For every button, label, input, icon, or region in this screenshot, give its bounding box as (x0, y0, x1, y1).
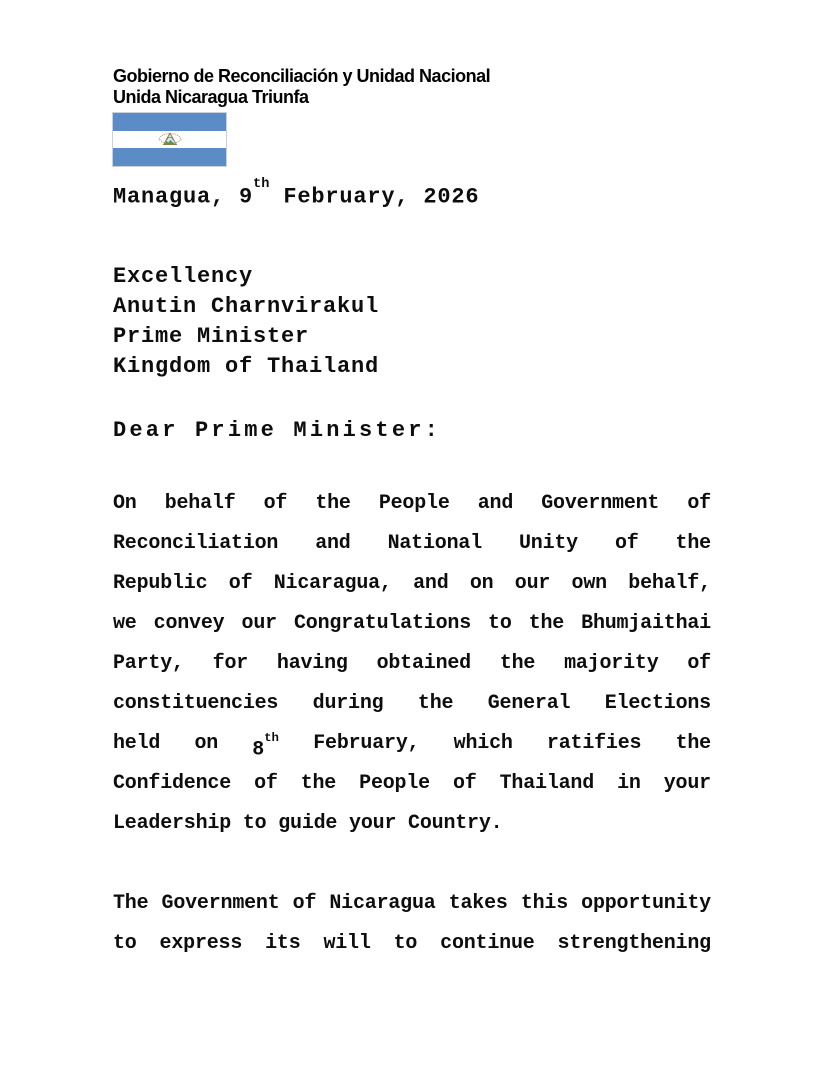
body-word: the (499, 652, 536, 675)
body-word: majority (564, 652, 659, 675)
recipient-block (113, 262, 379, 382)
body-word: convey (153, 612, 225, 635)
body-line (113, 524, 711, 564)
body-line (113, 564, 711, 604)
body-paragraph (113, 484, 711, 844)
body-word: of (292, 892, 317, 915)
recipient-country: Kingdom of Thailand (113, 354, 380, 379)
body-word: of (687, 652, 711, 675)
body-line (113, 724, 711, 764)
body-word: its (265, 932, 301, 955)
body-word: to (393, 932, 418, 955)
flag-stripe-top (113, 113, 226, 131)
body-word: continue (440, 932, 535, 955)
body-word: this (520, 892, 569, 915)
letter-body (113, 484, 711, 964)
body-word: General (487, 692, 571, 715)
body-word: which (453, 732, 513, 755)
body-word: constituencies (113, 692, 279, 715)
letterhead (113, 66, 490, 108)
date-line: Managua, 9th February, 2026 (113, 177, 480, 210)
body-word: obtained (376, 652, 471, 675)
body-line (113, 924, 711, 964)
body-word: Confidence (113, 772, 232, 795)
body-word: and (315, 532, 351, 555)
body-word: the (675, 532, 711, 555)
body-word: to (113, 932, 137, 955)
body-word: having (276, 652, 348, 675)
body-word: The (113, 892, 149, 915)
body-line (113, 764, 711, 804)
body-word: 8th (252, 731, 279, 762)
body-word: and (413, 572, 449, 595)
body-word: behalf (164, 492, 236, 515)
body-word: February, (313, 732, 420, 755)
nicaragua-flag-image (113, 113, 226, 166)
body-word: for (212, 652, 249, 675)
body-word: opportunity (581, 892, 711, 915)
nicaragua-coat-of-arms-icon (153, 131, 187, 148)
body-word: People (359, 772, 430, 795)
salutation: Dear Prime Minister: (113, 418, 442, 443)
body-word: express (159, 932, 243, 955)
body-word: to (488, 612, 512, 635)
body-paragraph (113, 884, 711, 964)
body-word: Congratulations (293, 612, 471, 635)
body-word: in (617, 772, 641, 795)
body-line (113, 684, 711, 724)
body-word: will (323, 932, 371, 955)
body-word: Bhumjaithai (581, 612, 711, 635)
body-word: during (312, 692, 384, 715)
body-word: your (663, 772, 711, 795)
recipient-name: Anutin Charnvirakul (113, 294, 380, 319)
body-word: Thailand (499, 772, 595, 795)
body-line (113, 884, 711, 924)
recipient-title: Excellency (113, 264, 254, 289)
body-word: Republic (113, 572, 208, 595)
body-word: the (675, 732, 711, 755)
body-word: our (514, 572, 551, 595)
body-line: Leadership to guide your Country. (113, 812, 503, 835)
body-line (113, 644, 711, 684)
body-word: on (469, 572, 494, 595)
body-word: our (241, 612, 277, 635)
body-line (113, 604, 711, 644)
body-word: we (113, 612, 137, 635)
flag-stripe-bottom (113, 148, 226, 166)
body-word: of (254, 772, 278, 795)
letterhead-line1: Gobierno de Reconciliación y Unidad Nacional (113, 66, 491, 86)
body-word: the (528, 612, 565, 635)
body-word: the (300, 772, 337, 795)
body-word: ratifies (546, 732, 642, 755)
body-word: Government (161, 892, 280, 915)
body-word: the (315, 492, 351, 515)
body-word: Elections (604, 692, 711, 715)
body-word: the (417, 692, 454, 715)
body-word: of (687, 492, 711, 515)
body-word: Unity (518, 532, 578, 555)
body-word: behalf, (628, 572, 711, 595)
body-word: People (378, 492, 450, 515)
body-word: Party, (113, 652, 184, 675)
body-word: held (113, 732, 161, 755)
body-word: Reconciliation (113, 532, 279, 555)
body-word: Nicaragua (329, 892, 436, 915)
body-word: Nicaragua, (273, 572, 392, 595)
body-word: of (452, 772, 477, 795)
body-word: of (263, 492, 288, 515)
body-word: Government (541, 492, 660, 515)
body-word: of (614, 532, 639, 555)
body-word: own (571, 572, 607, 595)
body-word: and (477, 492, 514, 515)
body-word: takes (448, 892, 508, 915)
body-word: On (113, 492, 137, 515)
body-word: strengthening (557, 932, 711, 955)
body-line (113, 484, 711, 524)
body-word: of (228, 572, 253, 595)
body-word: National (387, 532, 482, 555)
flag-stripe-middle (113, 131, 226, 149)
letterhead-line2: Unida Nicaragua Triunfa (113, 87, 309, 107)
recipient-role: Prime Minister (113, 324, 310, 349)
body-word: on (194, 732, 219, 755)
